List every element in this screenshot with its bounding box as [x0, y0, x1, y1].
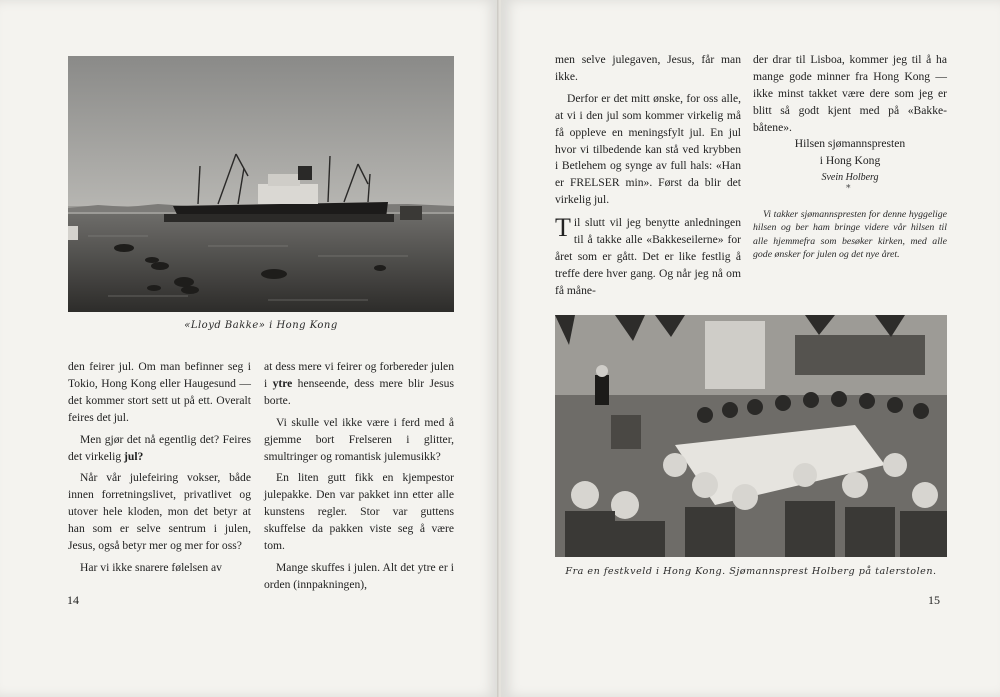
paragraph: men selve julegaven, Jesus, får man ikke.: [555, 53, 741, 83]
party-photo: [555, 315, 947, 557]
greeting-line: i Hong Kong: [819, 153, 881, 167]
paragraph: Til slutt vil jeg benytte anledningen til å takke alle «Bakkeseilerne» for året som er gått. Det er like festlig å treffe dere hver gang. Og når jeg nå om få måne-: [555, 213, 741, 297]
left-page: [0, 0, 499, 697]
paragraph: Men gjør det nå egentlig det? Feires det virkelig jul?: [68, 432, 251, 463]
paragraph: der drar til Lisboa, kommer jeg til å ha mange gode minner fra Hong Kong — ikke minst takket være dere som jeg er blitt så godt kjent med på «Bakke-båtene».: [753, 53, 947, 134]
ship-caption: «Lloyd Bakke» i Hong Kong: [184, 320, 338, 331]
greeting-block: [753, 136, 947, 187]
paragraph: En liten gutt fikk en kjempestor julepakke. Den var pakket inn etter alle kunstens regler. Stor var guttens skuffelse da pakken viste seg å være tom.: [264, 471, 454, 553]
page-number: 15: [928, 593, 940, 607]
right-column-1: [555, 52, 741, 305]
right-column-2: [753, 52, 947, 142]
paragraph: Vi skulle vel ikke være i ferd med å gjemme bort Frelseren i glitter, smultringer og romantisk julemusikk?: [264, 415, 454, 463]
party-caption: Fra en festkveld i Hong Kong. Sjømannsprest Holberg på talerstolen.: [565, 566, 937, 577]
drop-cap: T: [555, 213, 571, 243]
editor-note: Vi takker sjømannspresten for denne hyggelige hilsen og ber ham bringe videre vår hilsen til alle hjemmefra som besøker kirken, med alle gode ønsker for julen og det nye året.: [753, 209, 947, 261]
paragraph: Har vi ikke snarere følelsen av: [80, 560, 222, 574]
separator: *: [846, 184, 851, 194]
right-page: [501, 0, 1000, 697]
signature: Svein Holberg: [821, 171, 879, 183]
greeting-line: Hilsen sjømannspresten: [794, 137, 906, 150]
paragraph: Derfor er det mitt ønske, for oss alle, at vi i den jul som kommer virkelig må få oppleve en meningsfylt jul. En jul hvor vi tilbedende kan stå ved krybben i Betlehem og synge av full hals: «Han er FRELSER min». Først da blir det virkelig jul.: [555, 91, 741, 207]
left-column-2: [264, 359, 454, 599]
paragraph: at dess mere vi feirer og forbereder julen i ytre henseende, dess mere blir Jesus borte.: [264, 360, 454, 407]
paragraph: Mange skuffes i julen. Alt det ytre er i orden (innpakningen),: [264, 560, 454, 591]
ship-photo: [68, 56, 454, 312]
left-column-1: [68, 359, 251, 582]
page-number: 14: [67, 593, 79, 607]
paragraph: den feirer jul. Om man befinner seg i Tokio, Hong Kong eller Haugesund — det kommer stort sett ut på ett. Overalt feires det jul.: [68, 360, 251, 424]
paragraph: Når vår julefeiring vokser, både innen forretningslivet, privatlivet og utover hele kloden, mon det betyr at han som er selve sentrum i julen, Jesus, også betyr mer og mer for oss?: [68, 471, 251, 553]
